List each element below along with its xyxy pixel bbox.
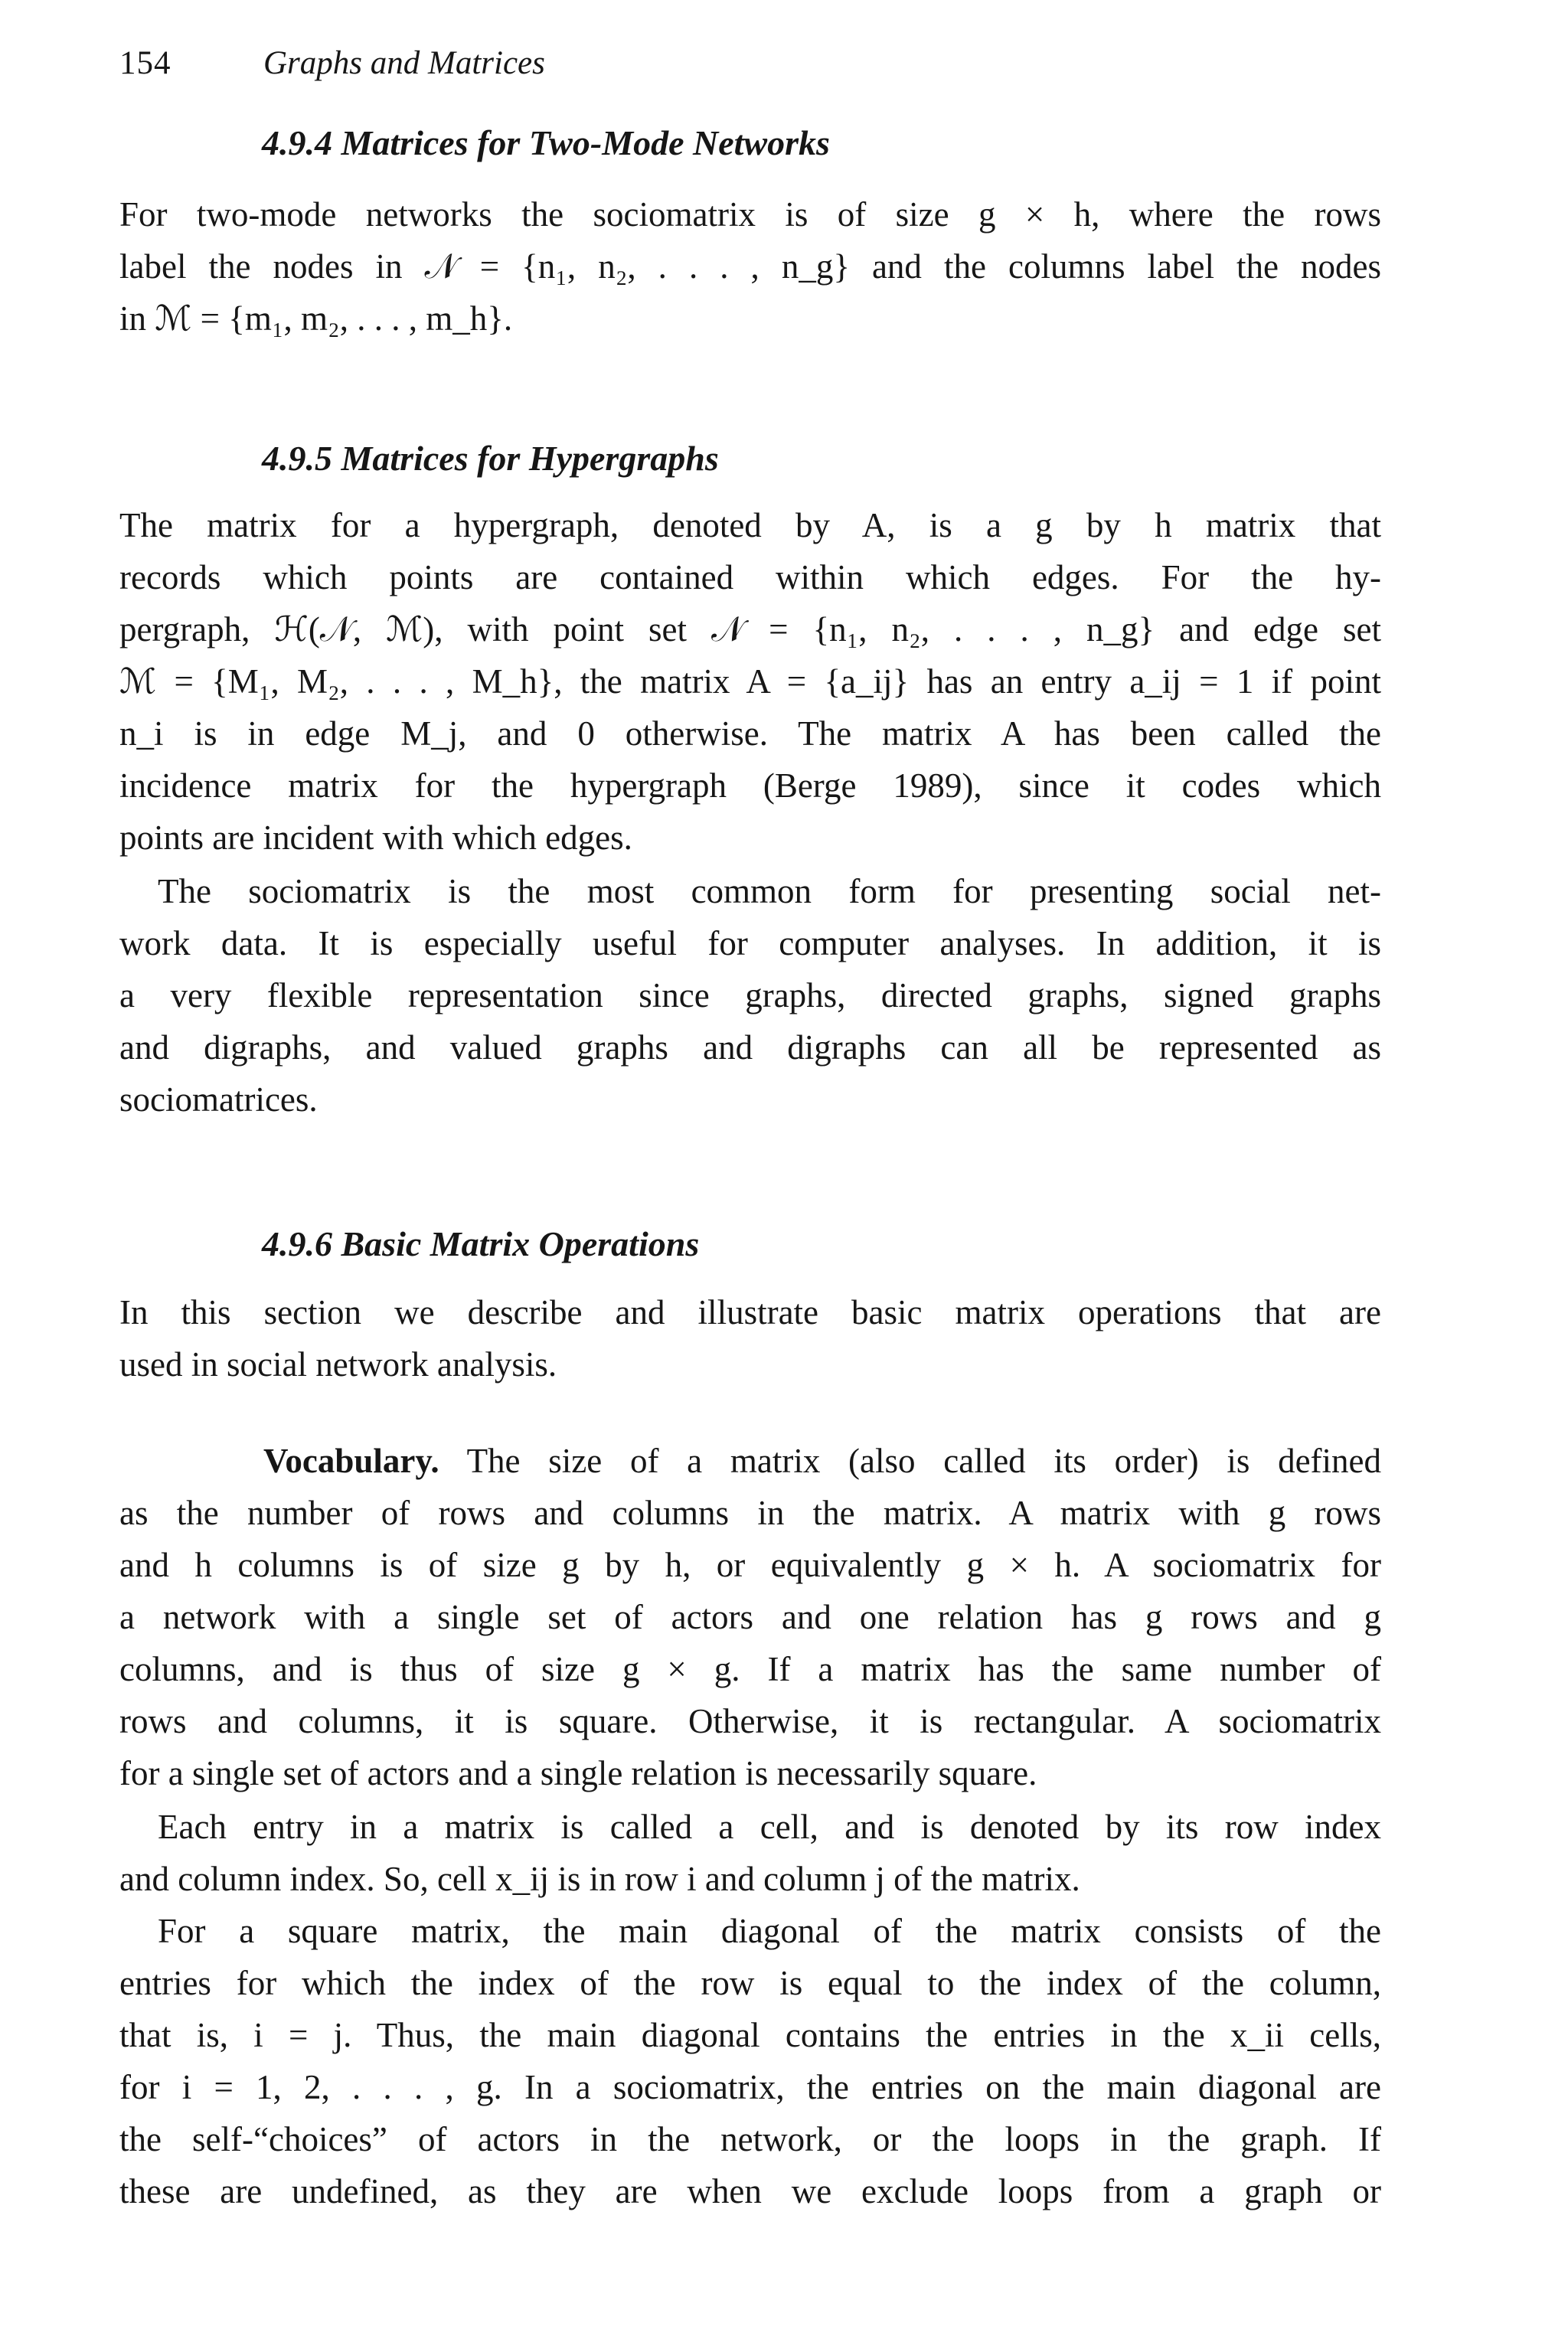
text-line: ℳ = {M₁, M₂, . . . , M_h}, the matrix A = {a_ij} has an entry a_ij = 1 if point [119,662,1381,701]
section-4-9-5-para-1 [119,499,1381,864]
text-line [119,1435,1381,1487]
page-number: 154 [119,45,172,81]
text-line: a very flexible representation since graphs, directed graphs, signed graphs [119,976,1381,1014]
text-line: n_i is in edge M_j, and 0 otherwise. The matrix A has been called the [119,714,1381,753]
text-line: points are incident with which edges. [119,818,632,857]
running-title: Graphs and Matrices [263,45,545,81]
text-line: used in social network analysis. [119,1345,557,1384]
text-line: that is, i = j. Thus, the main diagonal contains the entries in the x_ii cells, [119,2016,1381,2054]
section-title-4-9-5: 4.9.5 Matrices for Hypergraphs [262,439,719,478]
text-line: a network with a single set of actors and one relation has g rows and g [119,1598,1381,1636]
section-4-9-6-intro [119,1286,1381,1390]
text-line: work data. It is especially useful for computer analyses. In addition, it is [119,924,1381,962]
text-line: The matrix for a hypergraph, denoted by A, is a g by h matrix that [119,506,1381,544]
text-line: columns, and is thus of size g × g. If a matrix has the same number of [119,1650,1381,1688]
vocabulary-label: Vocabulary. [263,1442,439,1480]
text-line: these are undefined, as they are when we exclude loops from a graph or [119,2172,1381,2210]
text-line: for i = 1, 2, . . . , g. In a sociomatrix, the entries on the main diagonal are [119,2068,1381,2106]
text-line: Each entry in a matrix is called a cell, and is denoted by its row index [158,1808,1381,1846]
text-line: incidence matrix for the hypergraph (Berge 1989), since it codes which [119,766,1381,805]
text-line: in ℳ = {m₁, m₂, . . . , m_h}. [119,299,513,338]
text-line: sociomatrices. [119,1080,318,1119]
section-heading-4-9-6: 4.9.6 Basic Matrix Operations [262,1224,700,1263]
section-heading-4-9-5 [262,438,719,479]
text-line: pergraph, ℋ(𝒩, ℳ), with point set 𝒩 = {n₁, n₂, . . . , n_g} and edge set [119,610,1381,649]
text-line: rows and columns, it is square. Otherwise, it is rectangular. A sociomatrix [119,1702,1381,1740]
text-line: as the number of rows and columns in the matrix. A matrix with g rows [119,1494,1381,1532]
text-line: The sociomatrix is the most common form for presenting social net- [158,872,1381,910]
text-line: In this section we describe and illustrate basic matrix operations that are [119,1293,1381,1331]
vocabulary-first-line: The size of a matrix (also called its order) is defined [466,1442,1381,1480]
text-line: for a single set of actors and a single relation is necessarily square. [119,1754,1037,1792]
text-line: records which points are contained within which edges. For the hy- [119,558,1381,596]
text-line: and digraphs, and valued graphs and digraphs can all be represented as [119,1028,1381,1067]
text-line: and column index. So, cell x_ij is in row i and column j of the matrix. [119,1860,1080,1898]
text-line: For a square matrix, the main diagonal of the matrix consists of the [158,1912,1381,1950]
main-diagonal-paragraph [119,1905,1381,2217]
text-line: and h columns is of size g by h, or equivalently g × h. A sociomatrix for [119,1546,1381,1584]
text-line: label the nodes in 𝒩 = {n₁, n₂, . . . , n_g} and the columns label the nodes [119,247,1381,286]
section-4-9-4-text [119,188,1381,345]
text-line: For two-mode networks the sociomatrix is of size g × h, where the rows [119,195,1381,234]
cell-paragraph [119,1801,1381,1905]
text-line: entries for which the index of the row is equal to the index of the column, [119,1964,1381,2002]
vocabulary-paragraph [119,1435,1381,1799]
section-heading-4-9-4: 4.9.4 Matrices for Two-Mode Networks [262,123,830,162]
text-line: the self-“choices” of actors in the network, or the loops in the graph. If [119,2120,1381,2158]
section-4-9-5-para-2 [119,865,1381,1126]
